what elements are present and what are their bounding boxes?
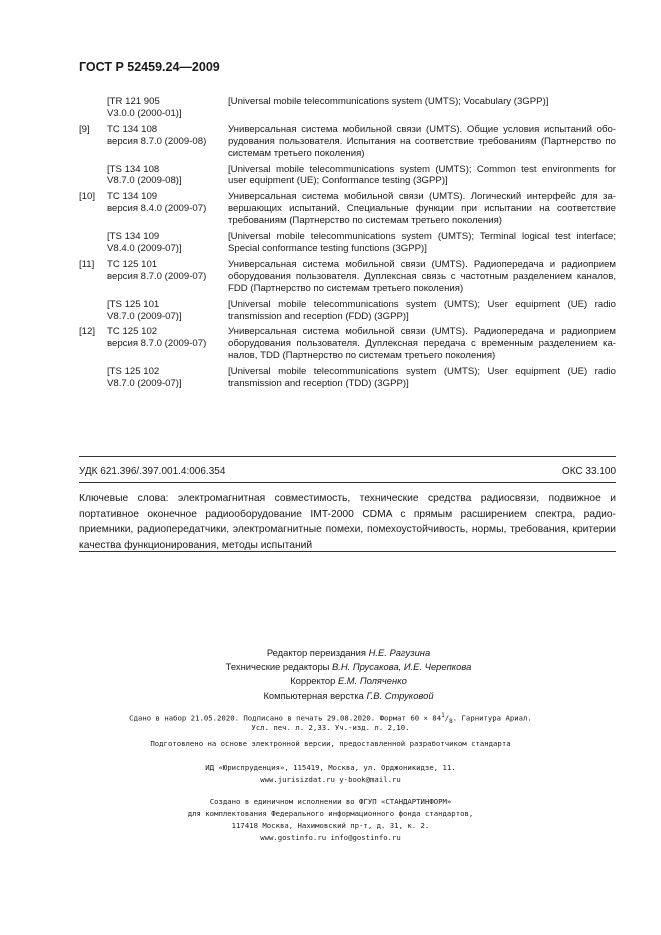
reference-title: Универсальная система мобильной связи (UMTS). Логический интерфейс для за-вершающих испытаний. Специальные функции при испытании на соответствие требованиям (Партнерство по системам третьего поколения) bbox=[228, 191, 616, 227]
keywords-paragraph: Ключевые слова: электромагнитная совместимость, технические средства радиосвязи, подвижное и портативное оконечное радиооборудование IMT-2000 CDMA с прямым расширением спектра, радио-приемники, радиопередатчики, электромагнитные помехи, помехоустойчивость, нормы, требования, критерии качества функционирования, методы испытаний bbox=[79, 493, 616, 551]
reference-title: Универсальная система мобильной связи (UMTS). Радиопередача и радиоприем оборудования пользователя. Дуплексная передача с временным разделением ка-налов, TDD (Партнерство по системам третьего поколения) bbox=[228, 326, 616, 362]
print-info-line1: Сдано в набор 21.05.2020. Подписано в печать 29.08.2020. Формат $60 \times 84^1/_8$. Гарнитура Ариал. bbox=[129, 712, 532, 725]
producer-line3: 117418 Москва, Нахимовский пр-т, д. 31, к. 2. bbox=[231, 821, 430, 830]
publisher-contacts: www.jurisizdat.ru y-book@mail.ru bbox=[260, 775, 401, 784]
reference-entry bbox=[79, 231, 616, 255]
reference-entry bbox=[79, 326, 616, 362]
divider-middle bbox=[79, 482, 616, 483]
publisher-address: ИД «Юриспруденция», 115419, Москва, ул. Орджоникидзе, 11. bbox=[205, 763, 456, 772]
reference-title: [Universal mobile telecommunications system (UMTS); Vocabulary (3GPP)] bbox=[228, 96, 549, 107]
reference-code: [TS 125 102 V8.7.0 (2009-07)] bbox=[107, 366, 182, 390]
reference-number bbox=[79, 231, 107, 255]
reference-entry bbox=[79, 366, 616, 390]
reference-entry bbox=[79, 96, 616, 120]
reference-entry bbox=[79, 124, 616, 160]
producer-line1: Создано в единичном исполнении во ФГУП «СТАНДАРТИНФОРМ» bbox=[209, 797, 452, 806]
reference-number: [9] bbox=[79, 123, 90, 135]
print-info-line3: Подготовлено на основе электронной версии, предоставленной разработчиком стандарта bbox=[150, 739, 511, 748]
divider-bottom bbox=[79, 551, 616, 552]
credit-proofreader: Корректор Е.М. Поляченко bbox=[290, 675, 407, 687]
reference-title: [Universal mobile telecommunications system (UMTS); Terminal logical test interface; Special conformance testing functions (3GPP)] bbox=[228, 231, 616, 254]
reference-code: ТС 134 109 версия 8.4.0 (2009-07) bbox=[107, 191, 207, 215]
reference-code: ТС 125 102 версия 8.7.0 (2009-07) bbox=[107, 326, 207, 350]
reference-code: [TS 134 109 V8.4.0 (2009-07)] bbox=[107, 231, 182, 254]
reference-title: [Universal mobile telecommunications system (UMTS); User equipment (UE) radio transmission and reception (TDD) (3GPP)] bbox=[228, 366, 616, 390]
reference-code: ТС 134 108 версия 8.7.0 (2009-08) bbox=[107, 123, 207, 147]
reference-number bbox=[79, 96, 107, 120]
reference-entry bbox=[79, 191, 616, 227]
reference-number: [10] bbox=[79, 191, 96, 203]
reference-number: [12] bbox=[79, 326, 96, 338]
reference-entry bbox=[79, 164, 616, 188]
reference-number: [11] bbox=[79, 258, 95, 270]
reference-code: ТС 125 101 версия 8.7.0 (2009-07) bbox=[107, 258, 207, 282]
reference-entry bbox=[79, 259, 616, 295]
reference-title: Универсальная система мобильной связи (UMTS). Общие условия испытаний обо-рудования пользователя. Испытания на соответствие требованиям (Партнерство по системам третьего поколения) bbox=[228, 123, 616, 159]
producer-line2: для комплектования Федерального информационного фонда стандартов, bbox=[187, 809, 474, 818]
reference-list bbox=[79, 96, 616, 394]
credit-editor: Редактор переиздания Н.Е. Рагузина bbox=[266, 647, 431, 658]
reference-title: [Universal mobile telecommunications system (UMTS); Common test environments for user equipment (UE); Conformance testing (3GPP)] bbox=[228, 163, 616, 187]
reference-code: [TS 134 108 V8.7.0 (2009-08)] bbox=[107, 163, 182, 187]
oks-code: ОКС 33.100 bbox=[561, 466, 616, 477]
reference-code: [TR 121 905 V3.0.0 (2000-01)] bbox=[107, 96, 182, 119]
reference-number bbox=[79, 299, 107, 323]
reference-title: [Universal mobile telecommunications system (UMTS); User equipment (UE) radio transmission and reception (FDD) (3GPP)] bbox=[228, 298, 616, 322]
reference-code: [TS 125 101 V8.7.0 (2009-07)] bbox=[107, 298, 182, 322]
reference-title: Универсальная система мобильной связи (UMTS). Радиопередача и радиоприем оборудования пользователя. Дуплексная связь с частотным разделением каналов, FDD (Партнерство по системам третьего поколения) bbox=[228, 258, 616, 294]
reference-number bbox=[79, 366, 107, 390]
credits-block bbox=[0, 646, 661, 703]
page-header: ГОСТ Р 52459.24—2009 bbox=[79, 60, 220, 74]
credit-layout: Компьютерная верстка Г.В. Струковой bbox=[263, 689, 434, 701]
print-info-line2: Усл. печ. л. 2,33. Уч.-изд. л. 2,10. bbox=[251, 723, 410, 732]
udk-code: УДК 621.396/.397.001.4:006.354 bbox=[79, 466, 226, 477]
credit-tech-editors: Технические редакторы В.Н. Прусакова, И.Е. Черепкова bbox=[225, 661, 472, 673]
divider-top bbox=[79, 456, 616, 457]
producer-contacts: www.gostinfo.ru info@gostinfo.ru bbox=[260, 833, 401, 842]
reference-entry bbox=[79, 299, 616, 323]
reference-number bbox=[79, 164, 107, 188]
